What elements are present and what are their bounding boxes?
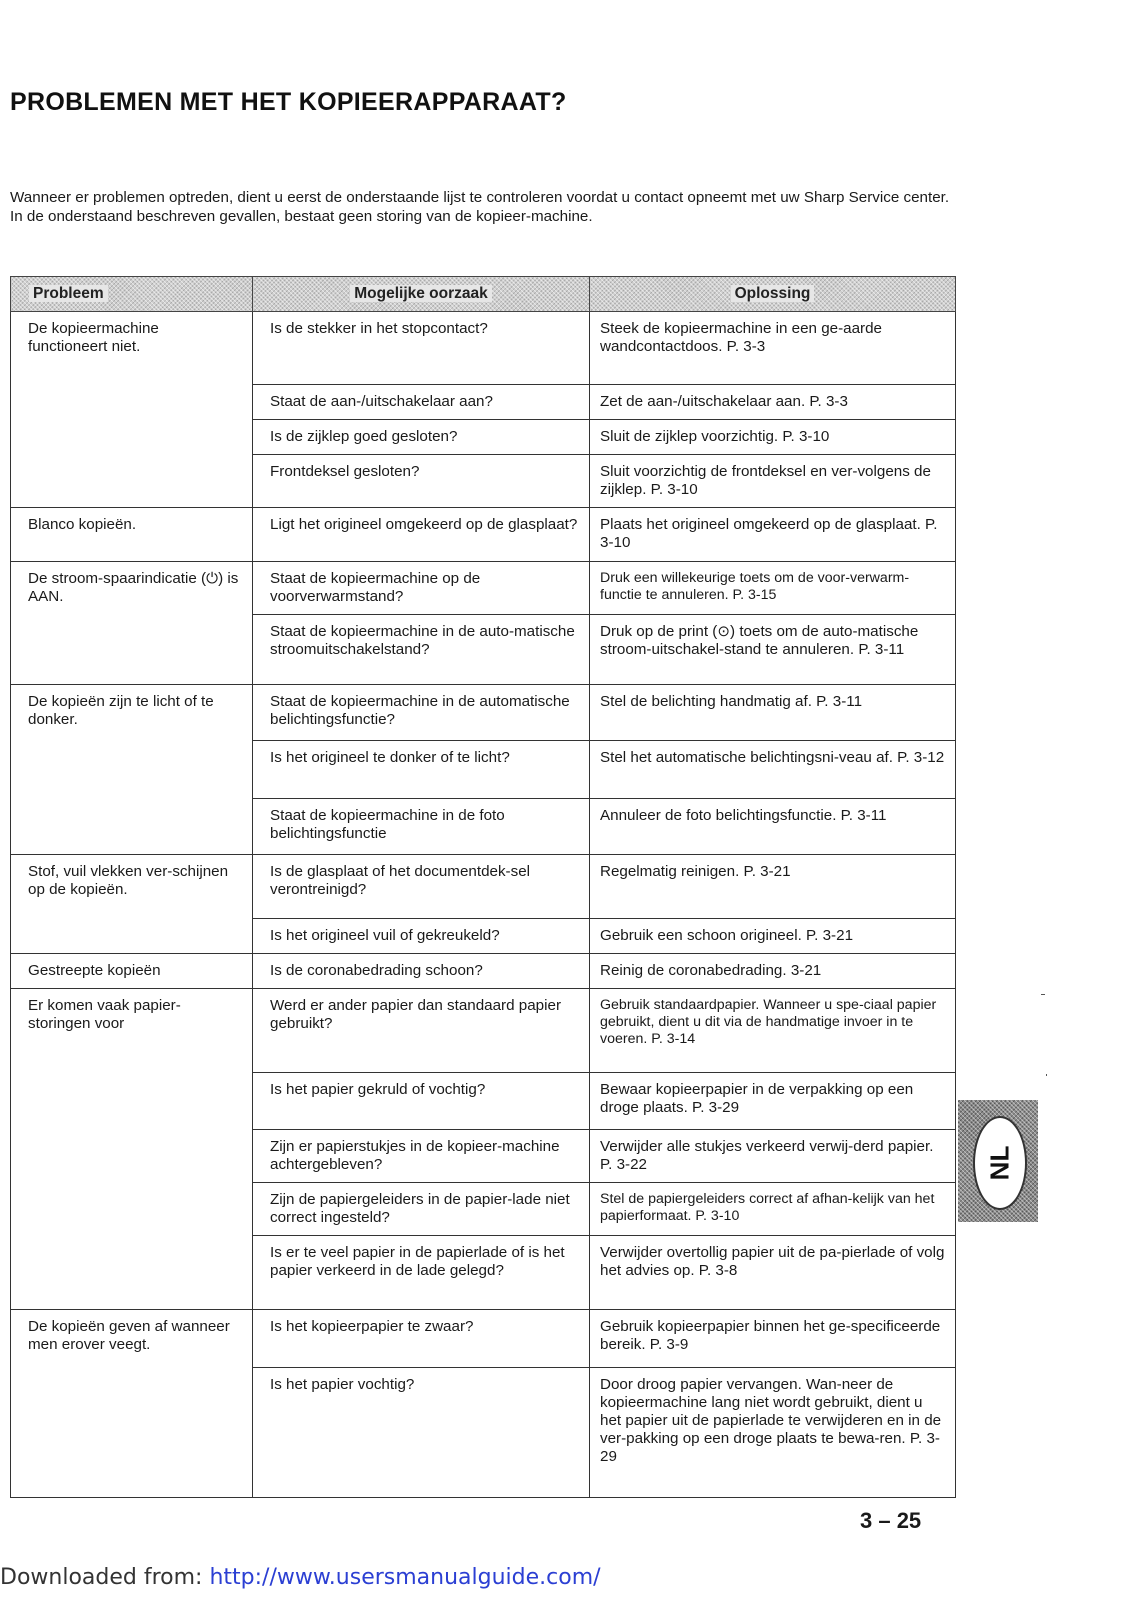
solution-cell: Bewaar kopieerpapier in de verpakking op een droge plaats. P. 3-29 bbox=[590, 1073, 956, 1130]
solution-cell: Gebruik kopieerpapier binnen het ge-specificeerde bereik. P. 3-9 bbox=[590, 1310, 956, 1368]
cause-cell: Staat de kopieermachine op de voorverwarmstand? bbox=[253, 562, 590, 615]
problem-cell: De kopieën geven af wanneer men erover veegt. bbox=[11, 1310, 253, 1498]
solution-cell: Gebruik een schoon origineel. P. 3-21 bbox=[590, 919, 956, 954]
solution-cell: Stel het automatische belichtingsni-veau af. P. 3-12 bbox=[590, 741, 956, 799]
table-row bbox=[11, 989, 956, 1073]
cause-cell: Is de zijklep goed gesloten? bbox=[253, 420, 590, 455]
problem-cell: De kopieermachine functioneert niet. bbox=[11, 312, 253, 508]
cause-cell: Is het origineel vuil of gekreukeld? bbox=[253, 919, 590, 954]
solution-cell: Annuleer de foto belichtingsfunctie. P. 3-11 bbox=[590, 799, 956, 855]
margin-mark bbox=[1046, 1074, 1047, 1076]
solution-cell: Plaats het origineel omgekeerd op de glasplaat. P. 3-10 bbox=[590, 508, 956, 562]
cause-cell: Is de glasplaat of het documentdek-sel verontreinigd? bbox=[253, 855, 590, 919]
solution-cell: Stel de papiergeleiders correct af afhan-kelijk van het papierformaat. P. 3-10 bbox=[590, 1183, 956, 1236]
language-tab-label: NL bbox=[984, 1145, 1015, 1181]
cause-cell: Zijn er papierstukjes in de kopieer-machine achtergebleven? bbox=[253, 1130, 590, 1183]
problem-cell: De kopieën zijn te licht of te donker. bbox=[11, 685, 253, 855]
cause-cell: Is het papier vochtig? bbox=[253, 1368, 590, 1498]
download-footer bbox=[0, 1565, 601, 1590]
cause-cell: Zijn de papiergeleiders in de papier-lade niet correct ingesteld? bbox=[253, 1183, 590, 1236]
solution-cell: Stel de belichting handmatig af. P. 3-11 bbox=[590, 685, 956, 741]
page-number: 3 – 25 bbox=[860, 1508, 922, 1533]
problem-cell: Er komen vaak papier-storingen voor bbox=[11, 989, 253, 1310]
header-solution: Oplossing bbox=[590, 277, 956, 312]
cause-cell: Staat de aan-/uitschakelaar aan? bbox=[253, 385, 590, 420]
cause-cell: Is het origineel te donker of te licht? bbox=[253, 741, 590, 799]
solution-cell: Sluit de zijklep voorzichtig. P. 3-10 bbox=[590, 420, 956, 455]
solution-cell: Zet de aan-/uitschakelaar aan. P. 3-3 bbox=[590, 385, 956, 420]
page-title: PROBLEMEN MET HET KOPIEERAPPARAAT? bbox=[10, 88, 567, 116]
table-header-row bbox=[11, 277, 956, 312]
cause-cell: Is de stekker in het stopcontact? bbox=[253, 312, 590, 385]
solution-cell: Sluit voorzichtig de frontdeksel en ver-volgens de zijklep. P. 3-10 bbox=[590, 455, 956, 508]
cause-cell: Is het papier gekruld of vochtig? bbox=[253, 1073, 590, 1130]
header-cause: Mogelijke oorzaak bbox=[253, 277, 590, 312]
cause-cell: Staat de kopieermachine in de foto belichtingsfunctie bbox=[253, 799, 590, 855]
table-row bbox=[11, 954, 956, 989]
cause-cell: Werd er ander papier dan standaard papier gebruikt? bbox=[253, 989, 590, 1073]
solution-cell: Regelmatig reinigen. P. 3-21 bbox=[590, 855, 956, 919]
solution-cell: Door droog papier vervangen. Wan-neer de kopieermachine lang niet wordt gebruikt, dient u het papier uit de papierlade te verwijderen en in de ver-pakking op een droge plaats te bewa-ren. P. 3-29 bbox=[590, 1368, 956, 1498]
problem-cell: Gestreepte kopieën bbox=[11, 954, 253, 989]
solution-cell: Reinig de coronabedrading. 3-21 bbox=[590, 954, 956, 989]
problem-cell: Stof, vuil vlekken ver-schijnen op de kopieën. bbox=[11, 855, 253, 954]
intro-paragraph: Wanneer er problemen optreden, dient u eerst de onderstaande lijst te controleren voordat u contact opneemt met uw Sharp Service center. In de onderstaand beschreven gevallen, bestaat geen storing van de kopieer-machine. bbox=[10, 189, 950, 225]
header-problem: Probleem bbox=[11, 277, 253, 312]
language-tab-oval bbox=[973, 1116, 1027, 1210]
problem-cell: Blanco kopieën. bbox=[11, 508, 253, 562]
cause-cell: Is het kopieerpapier te zwaar? bbox=[253, 1310, 590, 1368]
solution-cell: Verwijder alle stukjes verkeerd verwij-derd papier. P. 3-22 bbox=[590, 1130, 956, 1183]
language-tab bbox=[958, 1100, 1038, 1222]
problem-cell: De stroom-spaarindicatie (⏻) is AAN. bbox=[11, 562, 253, 685]
solution-cell: Steek de kopieermachine in een ge-aarde wandcontactdoos. P. 3-3 bbox=[590, 312, 956, 385]
table-row bbox=[11, 685, 956, 741]
cause-cell: Staat de kopieermachine in de automatische belichtingsfunctie? bbox=[253, 685, 590, 741]
table-row bbox=[11, 1310, 956, 1368]
troubleshooting-table bbox=[10, 276, 956, 1498]
table-row bbox=[11, 562, 956, 615]
cause-cell: Staat de kopieermachine in de auto-matische stroomuitschakelstand? bbox=[253, 615, 590, 685]
solution-cell: Druk op de print (⊙) toets om de auto-matische stroom-uitschakel-stand te annuleren. P. 3-11 bbox=[590, 615, 956, 685]
solution-cell: Druk een willekeurige toets om de voor-verwarm-functie te annuleren. P. 3-15 bbox=[590, 562, 956, 615]
margin-mark bbox=[1041, 994, 1045, 995]
cause-cell: Is er te veel papier in de papierlade of is het papier verkeerd in de lade gelegd? bbox=[253, 1236, 590, 1310]
download-link[interactable]: http://www.usersmanualguide.com/ bbox=[209, 1565, 601, 1590]
solution-cell: Gebruik standaardpapier. Wanneer u spe-ciaal papier gebruikt, dient u dit via de handmatige invoer in te voeren. P. 3-14 bbox=[590, 989, 956, 1073]
table-row bbox=[11, 855, 956, 919]
table-row bbox=[11, 508, 956, 562]
table-row bbox=[11, 312, 956, 385]
solution-cell: Verwijder overtollig papier uit de pa-pierlade of volg het advies op. P. 3-8 bbox=[590, 1236, 956, 1310]
cause-cell: Ligt het origineel omgekeerd op de glasplaat? bbox=[253, 508, 590, 562]
cause-cell: Frontdeksel gesloten? bbox=[253, 455, 590, 508]
cause-cell: Is de coronabedrading schoon? bbox=[253, 954, 590, 989]
download-prefix: Downloaded from: bbox=[0, 1565, 210, 1590]
